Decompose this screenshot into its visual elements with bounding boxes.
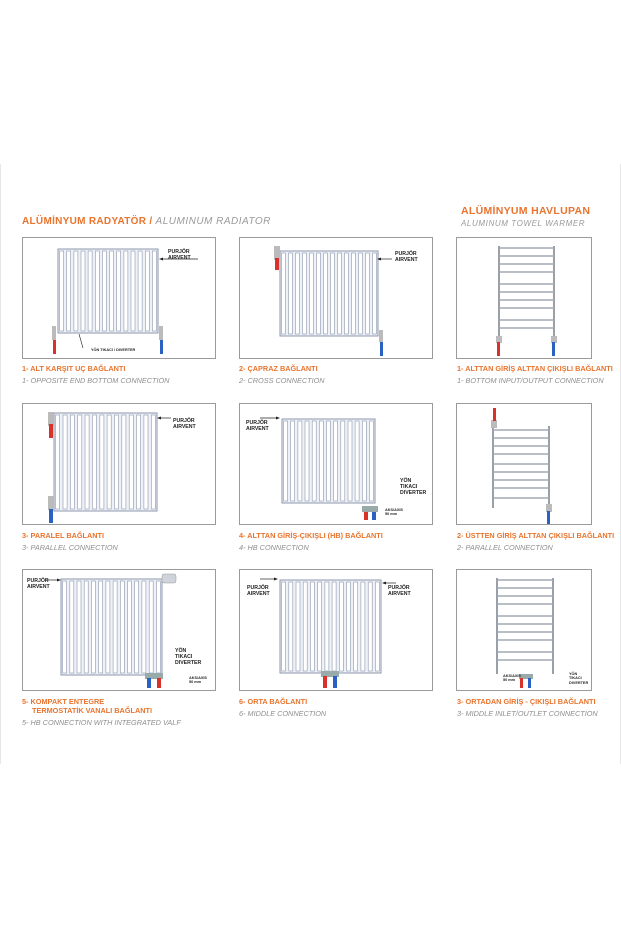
airvent-label: [27, 579, 50, 591]
radiator-fin: [296, 582, 300, 671]
diagram-compact-thermostatic: [22, 569, 216, 691]
caption-title: 1- ALT KARŞIT UÇ BAĞLANTI: [22, 364, 126, 373]
radiator-fin: [359, 253, 363, 334]
caption-subtitle: 4- HB CONNECTION: [239, 543, 309, 552]
caption-title: 2- ÜSTTEN GİRİŞ ALTTAN ÇIKIŞLI BAĞLANTI: [457, 531, 615, 540]
axis-label: [503, 674, 521, 683]
caption-subtitle: 6- MIDDLE CONNECTION: [239, 709, 327, 718]
cold-pipe: [49, 509, 53, 523]
airvent-label: [395, 252, 418, 264]
radiator-fin: [152, 251, 156, 331]
caption-title: 3- ORTADAN GİRİŞ - ÇIKIŞLI BAĞLANTI: [457, 697, 596, 706]
radiator-fin: [361, 582, 365, 671]
tikaci-text: TIKACI: [569, 676, 582, 681]
towel-section-subtitle: ALUMINUM TOWEL WARMER: [461, 219, 586, 228]
radiator-fin: [324, 253, 328, 334]
radiator-fin: [102, 251, 106, 331]
diagram-towel-middle-io: [456, 569, 592, 691]
purjor-text: PURJÖR: [168, 249, 190, 255]
airvent-label: [168, 250, 191, 262]
radiator-fin: [332, 582, 336, 671]
radiator-fin: [317, 253, 321, 334]
radiator-fin: [347, 582, 351, 671]
radiator-fin: [355, 421, 359, 501]
airvent-text: AIRVENT: [27, 583, 50, 590]
diagram-towel-top-in-bottom-out: [456, 403, 592, 525]
radiator-fin: [142, 581, 146, 673]
radiator-fin: [319, 421, 323, 501]
radiator-fin: [348, 421, 352, 501]
radiator-fin: [106, 581, 110, 673]
axis-label: [385, 508, 403, 517]
radiator-fin: [100, 415, 104, 509]
radiator-fin: [77, 581, 81, 673]
caption-subtitle: 3- MIDDLE INLET/OUTLET CONNECTION: [457, 709, 598, 718]
radiator-fin: [291, 421, 295, 501]
caption-title: 6- ORTA BAĞLANTI: [239, 697, 308, 706]
tikaci-text: TIKACI: [400, 483, 418, 490]
radiator-fin: [305, 421, 309, 501]
radiator-fin: [138, 251, 142, 331]
diverter-label: YÖN TIKACI / DIVERTER: [91, 348, 136, 352]
yon-text: YÖN: [569, 672, 578, 676]
thermostatic-valve: [162, 574, 176, 583]
radiator-fin: [117, 251, 121, 331]
radiator-fin: [60, 251, 64, 331]
radiator-fin: [310, 253, 314, 334]
radiator-fin: [135, 581, 139, 673]
radiator-fin: [284, 421, 288, 501]
hot-pipe: [323, 676, 327, 688]
radiator-fin: [373, 253, 377, 334]
caption-subtitle: 3- PARALLEL CONNECTION: [22, 543, 118, 552]
caption-title-line1: 5- KOMPAKT ENTEGRE: [22, 697, 105, 706]
diverter-text: DIVERTER: [400, 489, 427, 496]
purjor-text: PURJÖR: [388, 585, 410, 591]
radiator-fin: [149, 581, 153, 673]
radiator-fin: [362, 421, 366, 501]
radiator-fin: [124, 251, 128, 331]
caption-subtitle: 1- BOTTOM INPUT/OUTPUT CONNECTION: [457, 376, 604, 385]
purjor-text: PURJÖR: [247, 585, 269, 591]
axis-label: [189, 676, 207, 685]
radiator-fin: [303, 582, 307, 671]
radiator-fin: [354, 582, 358, 671]
radiator-fin: [63, 415, 67, 509]
radiator-fin: [107, 415, 111, 509]
radiator-fin: [334, 421, 338, 501]
radiator-section-title: [22, 216, 271, 227]
towel-warmer-drawing: [457, 404, 592, 525]
mm-text: 50 mm: [189, 680, 202, 685]
radiator-fin: [129, 415, 133, 509]
radiator-fin: [128, 581, 132, 673]
radiator-fin: [318, 582, 322, 671]
radiator-fin: [368, 582, 372, 671]
radiator-fin: [369, 421, 373, 501]
caption-title-line2: TERMOSTATİK VANALI BAĞLANTI: [32, 706, 152, 715]
radiator-fin: [339, 582, 343, 671]
radiator-fin: [91, 581, 95, 673]
diverter-text: DIVERTER: [175, 659, 202, 666]
radiator-fin: [289, 253, 293, 334]
radiator-fin: [310, 582, 314, 671]
radiator-fin: [345, 253, 349, 334]
radiator-fin: [63, 581, 67, 673]
radiator-fin: [56, 415, 60, 509]
radiator-fin: [78, 415, 82, 509]
axis-text: AKS/AXIS: [189, 676, 207, 680]
diverter-label: [569, 672, 588, 685]
airvent-label-left: [247, 586, 270, 598]
yon-text: YÖN: [400, 478, 412, 484]
radiator-fin: [289, 582, 293, 671]
radiator-fin: [338, 253, 342, 334]
cold-pipe: [372, 512, 376, 520]
radiator-drawing: [240, 404, 433, 525]
hot-pipe: [497, 342, 500, 356]
radiator-fin: [115, 415, 119, 509]
cold-pipe: [147, 678, 151, 688]
radiator-fin: [67, 251, 71, 331]
radiator-fin: [296, 253, 300, 334]
yon-text: YÖN: [175, 648, 187, 654]
radiator-fin: [113, 581, 117, 673]
radiator-fin: [110, 251, 114, 331]
mm-text: 50 mm: [385, 512, 398, 517]
tikaci-text: TIKACI: [175, 653, 193, 660]
radiator-fin: [144, 415, 148, 509]
hot-pipe: [275, 258, 279, 270]
airvent-text: AIRVENT: [168, 254, 191, 261]
radiator-fin: [325, 582, 329, 671]
radiator-fin: [312, 421, 316, 501]
caption-title: [22, 697, 152, 715]
caption-subtitle: 2- PARALLEL CONNECTION: [457, 543, 553, 552]
radiator-fin: [151, 415, 155, 509]
cold-pipe: [380, 342, 383, 356]
diagram-towel-bottom-io: [456, 237, 592, 359]
axis-text: AKS/AXIS: [503, 674, 521, 678]
radiator-fin: [74, 251, 78, 331]
hot-pipe: [364, 512, 368, 520]
purjor-text: PURJÖR: [246, 420, 268, 426]
radiator-fin: [120, 581, 124, 673]
hot-pipe: [493, 408, 496, 421]
radiator-fin: [145, 251, 149, 331]
purjor-text: PURJÖR: [173, 418, 195, 424]
radiator-fin: [375, 582, 379, 671]
radiator-fin: [122, 415, 126, 509]
caption-subtitle: 2- CROSS CONNECTION: [239, 376, 325, 385]
radiator-title-text: ALÜMİNYUM RADYATÖR /: [22, 216, 153, 227]
radiator-fin: [92, 415, 96, 509]
diverter-label: [175, 649, 201, 666]
diagram-hb: [239, 403, 433, 525]
caption-title: 1- ALTTAN GİRİŞ ALTTAN ÇIKIŞLI BAĞLANTI: [457, 364, 613, 373]
radiator-fin: [88, 251, 92, 331]
airvent-label-right: [388, 586, 411, 598]
hot-pipe: [53, 340, 56, 354]
axis-text: AKS/AXIS: [385, 508, 403, 512]
radiator-fin: [352, 253, 356, 334]
diverter-label: [400, 479, 426, 496]
radiator-fin: [282, 582, 286, 671]
airvent-label: [173, 419, 196, 431]
caption-title: 2- ÇAPRAZ BAĞLANTI: [239, 364, 318, 373]
radiator-fin: [85, 415, 89, 509]
radiator-fin: [282, 253, 286, 334]
diverter-text: DIVERTER: [569, 680, 589, 685]
caption-subtitle: 5- HB CONNECTION WITH INTEGRATED VALF: [22, 718, 181, 727]
caption-title: 4- ALTTAN GİRİŞ-ÇIKIŞLI (HB) BAĞLANTI: [239, 531, 383, 540]
mm-text: 50 mm: [503, 678, 516, 683]
radiator-fin: [303, 253, 307, 334]
radiator-fin: [341, 421, 345, 501]
radiator-fin: [327, 421, 331, 501]
towel-warmer-drawing: [457, 238, 592, 359]
radiator-fin: [70, 415, 74, 509]
cold-pipe: [160, 340, 163, 354]
diagram-opposite-end-bottom: [22, 237, 216, 359]
radiator-fin: [70, 581, 74, 673]
cold-pipe: [552, 342, 555, 356]
radiator-drawing: [23, 570, 216, 691]
airvent-text: AIRVENT: [246, 425, 269, 432]
diagram-middle: [239, 569, 433, 691]
purjor-text: PURJÖR: [395, 251, 417, 257]
radiator-fin: [137, 415, 141, 509]
radiator-fin: [156, 581, 160, 673]
airvent-text: AIRVENT: [388, 590, 411, 597]
cold-pipe: [528, 678, 531, 688]
cold-pipe: [547, 511, 550, 524]
airvent-text: AIRVENT: [247, 590, 270, 597]
radiator-subtitle-text: ALUMINUM RADIATOR: [155, 216, 271, 227]
radiator-fin: [131, 251, 135, 331]
radiator-fin: [298, 421, 302, 501]
radiator-fin: [366, 253, 370, 334]
cold-pipe: [333, 676, 337, 688]
radiator-fin: [331, 253, 335, 334]
radiator-fin: [84, 581, 88, 673]
airvent-text: AIRVENT: [173, 423, 196, 430]
diagram-parallel: [22, 403, 216, 525]
radiator-fin: [81, 251, 85, 331]
radiator-fin: [95, 251, 99, 331]
purjor-text: PURJÖR: [27, 578, 49, 584]
airvent-label: [246, 421, 269, 433]
hot-pipe: [157, 678, 161, 688]
caption-subtitle: 1- OPPOSITE END BOTTOM CONNECTION: [22, 376, 170, 385]
hot-pipe: [49, 424, 53, 438]
airvent-text: AIRVENT: [395, 256, 418, 263]
radiator-fin: [99, 581, 103, 673]
diagram-cross: [239, 237, 433, 359]
caption-title: 3- PARALEL BAĞLANTI: [22, 531, 105, 540]
towel-section-title: ALÜMİNYUM HAVLUPAN: [461, 205, 591, 217]
